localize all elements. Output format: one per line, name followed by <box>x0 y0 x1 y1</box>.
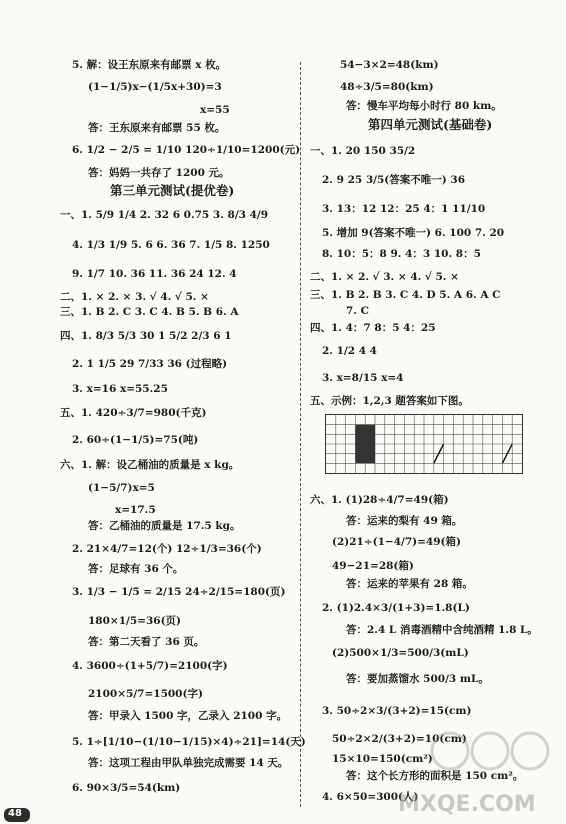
equation-line: 3. 50÷2×3/(3+2)=15(cm) <box>322 705 472 717</box>
watermark-icon <box>430 726 550 776</box>
answer-line: 答：这个长方形的面积是 150 cm²。 <box>346 770 524 782</box>
answer-grid-figure <box>325 414 523 474</box>
equation-line: 4. 3600÷(1+5/7)=2100(字) <box>72 660 228 672</box>
answer-line: 答：乙桶油的质量是 17.5 kg。 <box>88 520 241 532</box>
text-line: 三、1. B 2. B 3. C 4. D 5. A 6. A C <box>310 289 501 301</box>
text-line: 7. C <box>346 305 369 317</box>
watermark-logo <box>430 726 550 783</box>
answer-line: 答：第二天看了 36 页。 <box>88 636 205 648</box>
equation-line: 54−3×2=48(km) <box>340 59 439 71</box>
equation-line: 6. 1/2 − 2/5 = 1/10 120÷1/10=1200(元) <box>72 144 301 156</box>
page-number-badge <box>4 808 30 822</box>
equation-line: 2. 21×4/7=12(个) 12÷1/3=36(个) <box>72 543 262 555</box>
text-line: 3. x=16 x=55.25 <box>72 383 168 395</box>
text-line: 3. 13：12 12：25 4：1 11/10 <box>322 203 486 215</box>
text-line: 2. 1 1/5 29 7/33 36 (过程略) <box>72 358 228 370</box>
text-line: 5. 增加 9(答案不唯一) 6. 100 7. 20 <box>322 227 505 239</box>
text-line: 六、1. (1)28÷4/7=49(箱) <box>310 494 449 506</box>
answer-line: 答：运来的梨有 49 箱。 <box>346 515 463 527</box>
answer-line: 答：2.4 L 消毒酒精中含纯酒精 1.8 L。 <box>346 624 538 636</box>
equation-line: x=17.5 <box>115 504 156 516</box>
equation-line: (2)21÷(1−4/7)=49(箱) <box>332 536 461 548</box>
equation-line: 2. (1)2.4×3/(1+3)=1.8(L) <box>322 602 470 614</box>
watermark-text: MXQE.COM <box>398 792 536 817</box>
equation-line: 5. 1÷[1/10−(1/10−1/15)×4)÷21]=14(天) <box>72 736 306 748</box>
equation-line: (1−5/7)x=5 <box>88 482 155 494</box>
equation-line: (1−1/5)x−(1/5x+30)=3 <box>88 81 222 93</box>
answer-line: 答：要加蒸馏水 500/3 mL。 <box>346 673 489 685</box>
text-line: 9. 1/7 10. 36 11. 36 24 12. 4 <box>72 268 237 280</box>
equation-line: 50÷2×2/(3+2)=10(cm) <box>332 733 467 745</box>
section-heading: 第三单元测试(提优卷) <box>110 183 235 198</box>
shaded-rectangle <box>355 425 375 464</box>
equation-line: 6. 90×3/5=54(km) <box>72 782 181 794</box>
grid-lines <box>326 415 522 473</box>
text-line: 2. 60÷(1−1/5)=75(吨) <box>72 434 199 446</box>
equation-line: 15×10=150(cm²) <box>332 753 433 765</box>
text-line: 一、1. 20 150 35/2 <box>310 145 416 157</box>
text-line: 3. x=8/15 x=4 <box>322 372 404 384</box>
equation-line: 3. 1/3 − 1/5 = 2/15 24÷2/15=180(页) <box>72 586 286 598</box>
text-line: 六、1. 解：设乙桶油的质量是 x kg。 <box>60 459 240 471</box>
text-line: 四、1. 8/3 5/3 30 1 5/2 2/3 6 1 <box>60 330 232 342</box>
text-line: 8. 10：5：8 9. 4：3 10. 8：5 <box>322 248 481 260</box>
equation-line: 2100×5/7=1500(字) <box>88 688 203 700</box>
equation-line: x=55 <box>200 104 230 116</box>
column-divider <box>300 62 301 807</box>
text-line: 五、示例：1,2,3 题答案如下图。 <box>310 395 469 407</box>
text-line: 5. 解：设王东原来有邮票 x 枚。 <box>72 59 227 71</box>
answer-line: 答：足球有 36 个。 <box>88 563 184 575</box>
answer-line: 答：王东原来有邮票 55 枚。 <box>88 122 226 134</box>
text-line: 二、1. × 2. √ 3. × 4. √ 5. × <box>310 271 459 283</box>
text-line: 二、1. × 2. × 3. √ 4. √ 5. × <box>60 291 209 303</box>
text-line: 2. 9 25 3/5(答案不唯一) 36 <box>322 174 465 186</box>
page-number: 48 <box>8 808 22 819</box>
equation-line: 4. 6×50=300(人) <box>322 791 419 803</box>
equation-line: 49−21=28(箱) <box>332 560 414 572</box>
text-line: 一、1. 5/9 1/4 2. 32 6 0.75 3. 8/3 4/9 <box>60 209 269 221</box>
answer-line: 答：妈妈一共存了 1200 元。 <box>88 167 230 179</box>
text-line: 四、1. 4：7 8：5 4：25 <box>310 322 436 334</box>
section-heading: 第四单元测试(基础卷) <box>368 117 493 132</box>
text-line: 五、1. 420÷3/7=980(千克) <box>60 407 207 419</box>
text-line: 三、1. B 2. C 3. C 4. B 5. B 6. A <box>60 306 239 318</box>
equation-line: 180×1/5=36(页) <box>88 615 182 627</box>
text-line: 4. 1/3 1/9 5. 6 6. 36 7. 1/5 8. 1250 <box>72 239 270 251</box>
answer-line: 答：慢车平均每小时行 80 km。 <box>346 100 502 112</box>
equation-line: 48÷3/5=80(km) <box>340 81 434 93</box>
answer-line: 答：甲录入 1500 字，乙录入 2100 字。 <box>88 710 288 722</box>
answer-line: 答：这项工程由甲队单独完成需要 14 天。 <box>88 757 289 769</box>
answer-line: 答：运来的苹果有 28 箱。 <box>346 578 473 590</box>
equation-line: (2)500×1/3=500/3(mL) <box>332 647 469 659</box>
text-line: 2. 1/2 4 4 <box>322 345 377 357</box>
